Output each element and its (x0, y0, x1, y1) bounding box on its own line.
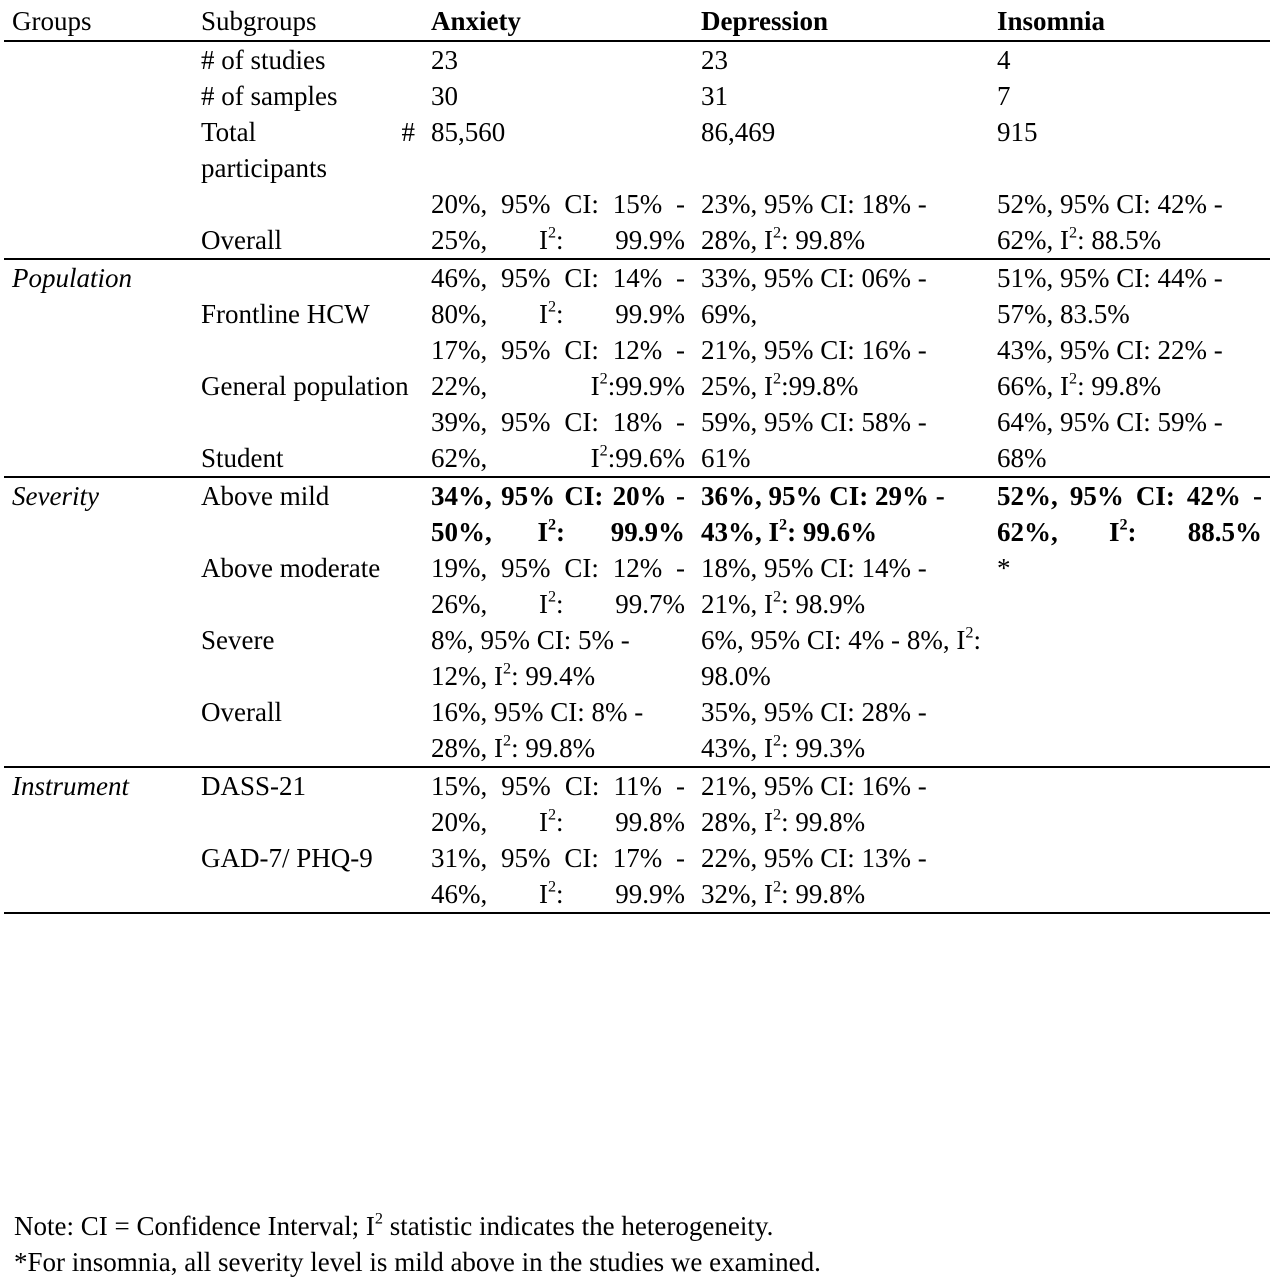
table-row (4, 477, 1270, 550)
row-label (193, 114, 423, 186)
cell-depression: 33%, 95% CI: 06% - 69%, (693, 259, 989, 332)
cell-anxiety: 15%, 95% CI: 11% - 20%, $I^2$: 99.8% (423, 767, 693, 840)
row-label: General population (201, 371, 409, 401)
cell-insomnia: 43%, 95% CI: 22% - 66%, $I^2$: 99.8% (997, 335, 1223, 401)
row-label: Above mild (193, 477, 423, 550)
table-row (4, 332, 1270, 404)
cell-depression: 21%, 95% CI: 16% - 25%, $I^2:99.8\%$ (701, 335, 927, 401)
table-row (4, 41, 1270, 78)
table-row (4, 404, 1270, 477)
header-subgroups: Subgroups (193, 3, 423, 41)
table-row (4, 840, 1270, 913)
cell-depression: 59%, 95% CI: 58% - 61% (701, 407, 927, 473)
cell-anxiety: 30 (431, 81, 458, 111)
header-groups: Groups (4, 3, 193, 41)
cell-insomnia: 7 (997, 81, 1011, 111)
cell-insomnia: * (997, 553, 1011, 583)
cell-anxiety: 19%, 95% CI: 12% - 26%, $I^2$: 99.7% (431, 553, 686, 619)
cell-anxiety: 16%, 95% CI: 8% - 28%, $I^2$: 99.8% (431, 697, 644, 763)
cell-anxiety: 23 (431, 45, 458, 75)
cell-depression: 6%, 95% CI: 4% - 8%, $I^2$: 98.0% (701, 623, 981, 691)
label-participants: participants (201, 153, 327, 183)
cell-depression: 31 (701, 81, 728, 111)
table-row (4, 78, 1270, 114)
table-row (4, 114, 1270, 186)
cell-anxiety: 20%, 95% CI: 15% - 25%, $I^2$: 99.9% (431, 189, 686, 255)
row-label: # of studies (201, 45, 326, 75)
row-label: Severe (201, 625, 275, 655)
header-row (4, 3, 1270, 41)
label-hash: # (401, 117, 415, 147)
header-insomnia: Insomnia (989, 3, 1270, 41)
cell-insomnia: 64%, 95% CI: 59% - 68% (997, 407, 1223, 473)
row-label: Above moderate (201, 553, 381, 583)
cell-depression: 35%, 95% CI: 28% - 43%, $I^2$: 99.3% (701, 697, 927, 763)
header-depression: Depression (693, 3, 989, 41)
row-label: Overall (201, 225, 282, 255)
group-label: Population (4, 259, 193, 332)
group-label: Severity (4, 477, 193, 550)
cell-anxiety: 85,560 (431, 117, 506, 147)
row-label: DASS-21 (193, 767, 423, 840)
cell-insomnia: 51%, 95% CI: 44% - 57%, 83.5% (989, 259, 1270, 332)
table-notes (14, 1208, 1264, 1280)
cell-insomnia: 52%, 95% CI: 42% - 62%, $I^2$: 88.5% (997, 189, 1223, 255)
row-label: Frontline HCW (193, 259, 423, 332)
cell-depression: 23%, 95% CI: 18% - 28%, $I^2$: 99.8% (701, 189, 927, 255)
row-label: Student (201, 443, 284, 473)
cell-anxiety: 39%, 95% CI: 18% - 62%, $I^2:99.6\%$ (431, 407, 685, 473)
header-anxiety: Anxiety (423, 3, 693, 41)
table-row (4, 767, 1270, 840)
cell-depression: 23 (701, 45, 728, 75)
cell-insomnia: 52%, 95% CI: 42% - 62%, $I^2$: 88.5% (989, 477, 1270, 550)
table-row (4, 622, 1270, 694)
note-insomnia: *For insomnia, all severity level is mild above in the studies we examined. (14, 1247, 821, 1277)
row-label: # of samples (201, 81, 338, 111)
cell-insomnia: 4 (997, 45, 1011, 75)
group-label: Instrument (4, 767, 193, 840)
results-table (4, 3, 1270, 914)
cell-anxiety: 31%, 95% CI: 17% - 46%, $I^2$: 99.9% (423, 840, 693, 913)
cell-anxiety: 34%, 95% CI: 20% - 50%, $I^2$: 99.9% (423, 477, 693, 550)
table-row (4, 186, 1270, 259)
table-row (4, 694, 1270, 767)
table-row (4, 550, 1270, 622)
row-label: Overall (201, 697, 282, 727)
cell-depression: 21%, 95% CI: 16% - 28%, $I^2$: 99.8% (693, 767, 989, 840)
cell-insomnia: 915 (997, 117, 1038, 147)
label-total: Total (201, 117, 257, 147)
cell-depression: 18%, 95% CI: 14% - 21%, $I^2$: 98.9% (701, 553, 927, 619)
cell-anxiety: 17%, 95% CI: 12% - 22%, $I^2:99.9\%$ (431, 335, 685, 401)
cell-depression: 22%, 95% CI: 13% - 32%, $I^2$: 99.8% (693, 840, 989, 913)
cell-depression: 86,469 (701, 117, 776, 147)
cell-anxiety: 46%, 95% CI: 14% - 80%, $I^2$: 99.9% (423, 259, 693, 332)
row-label: GAD-7/ PHQ-9 (193, 840, 423, 913)
table-row (4, 259, 1270, 332)
note-ci: Note: CI = Confidence Interval; $I^2$ statistic indicates the heterogeneity. (14, 1209, 774, 1241)
cell-anxiety: 8%, 95% CI: 5% - 12%, $I^2$: 99.4% (431, 625, 630, 691)
cell-depression: 36%, 95% CI: 29% - 43%, $I^2$: 99.6% (693, 477, 989, 550)
